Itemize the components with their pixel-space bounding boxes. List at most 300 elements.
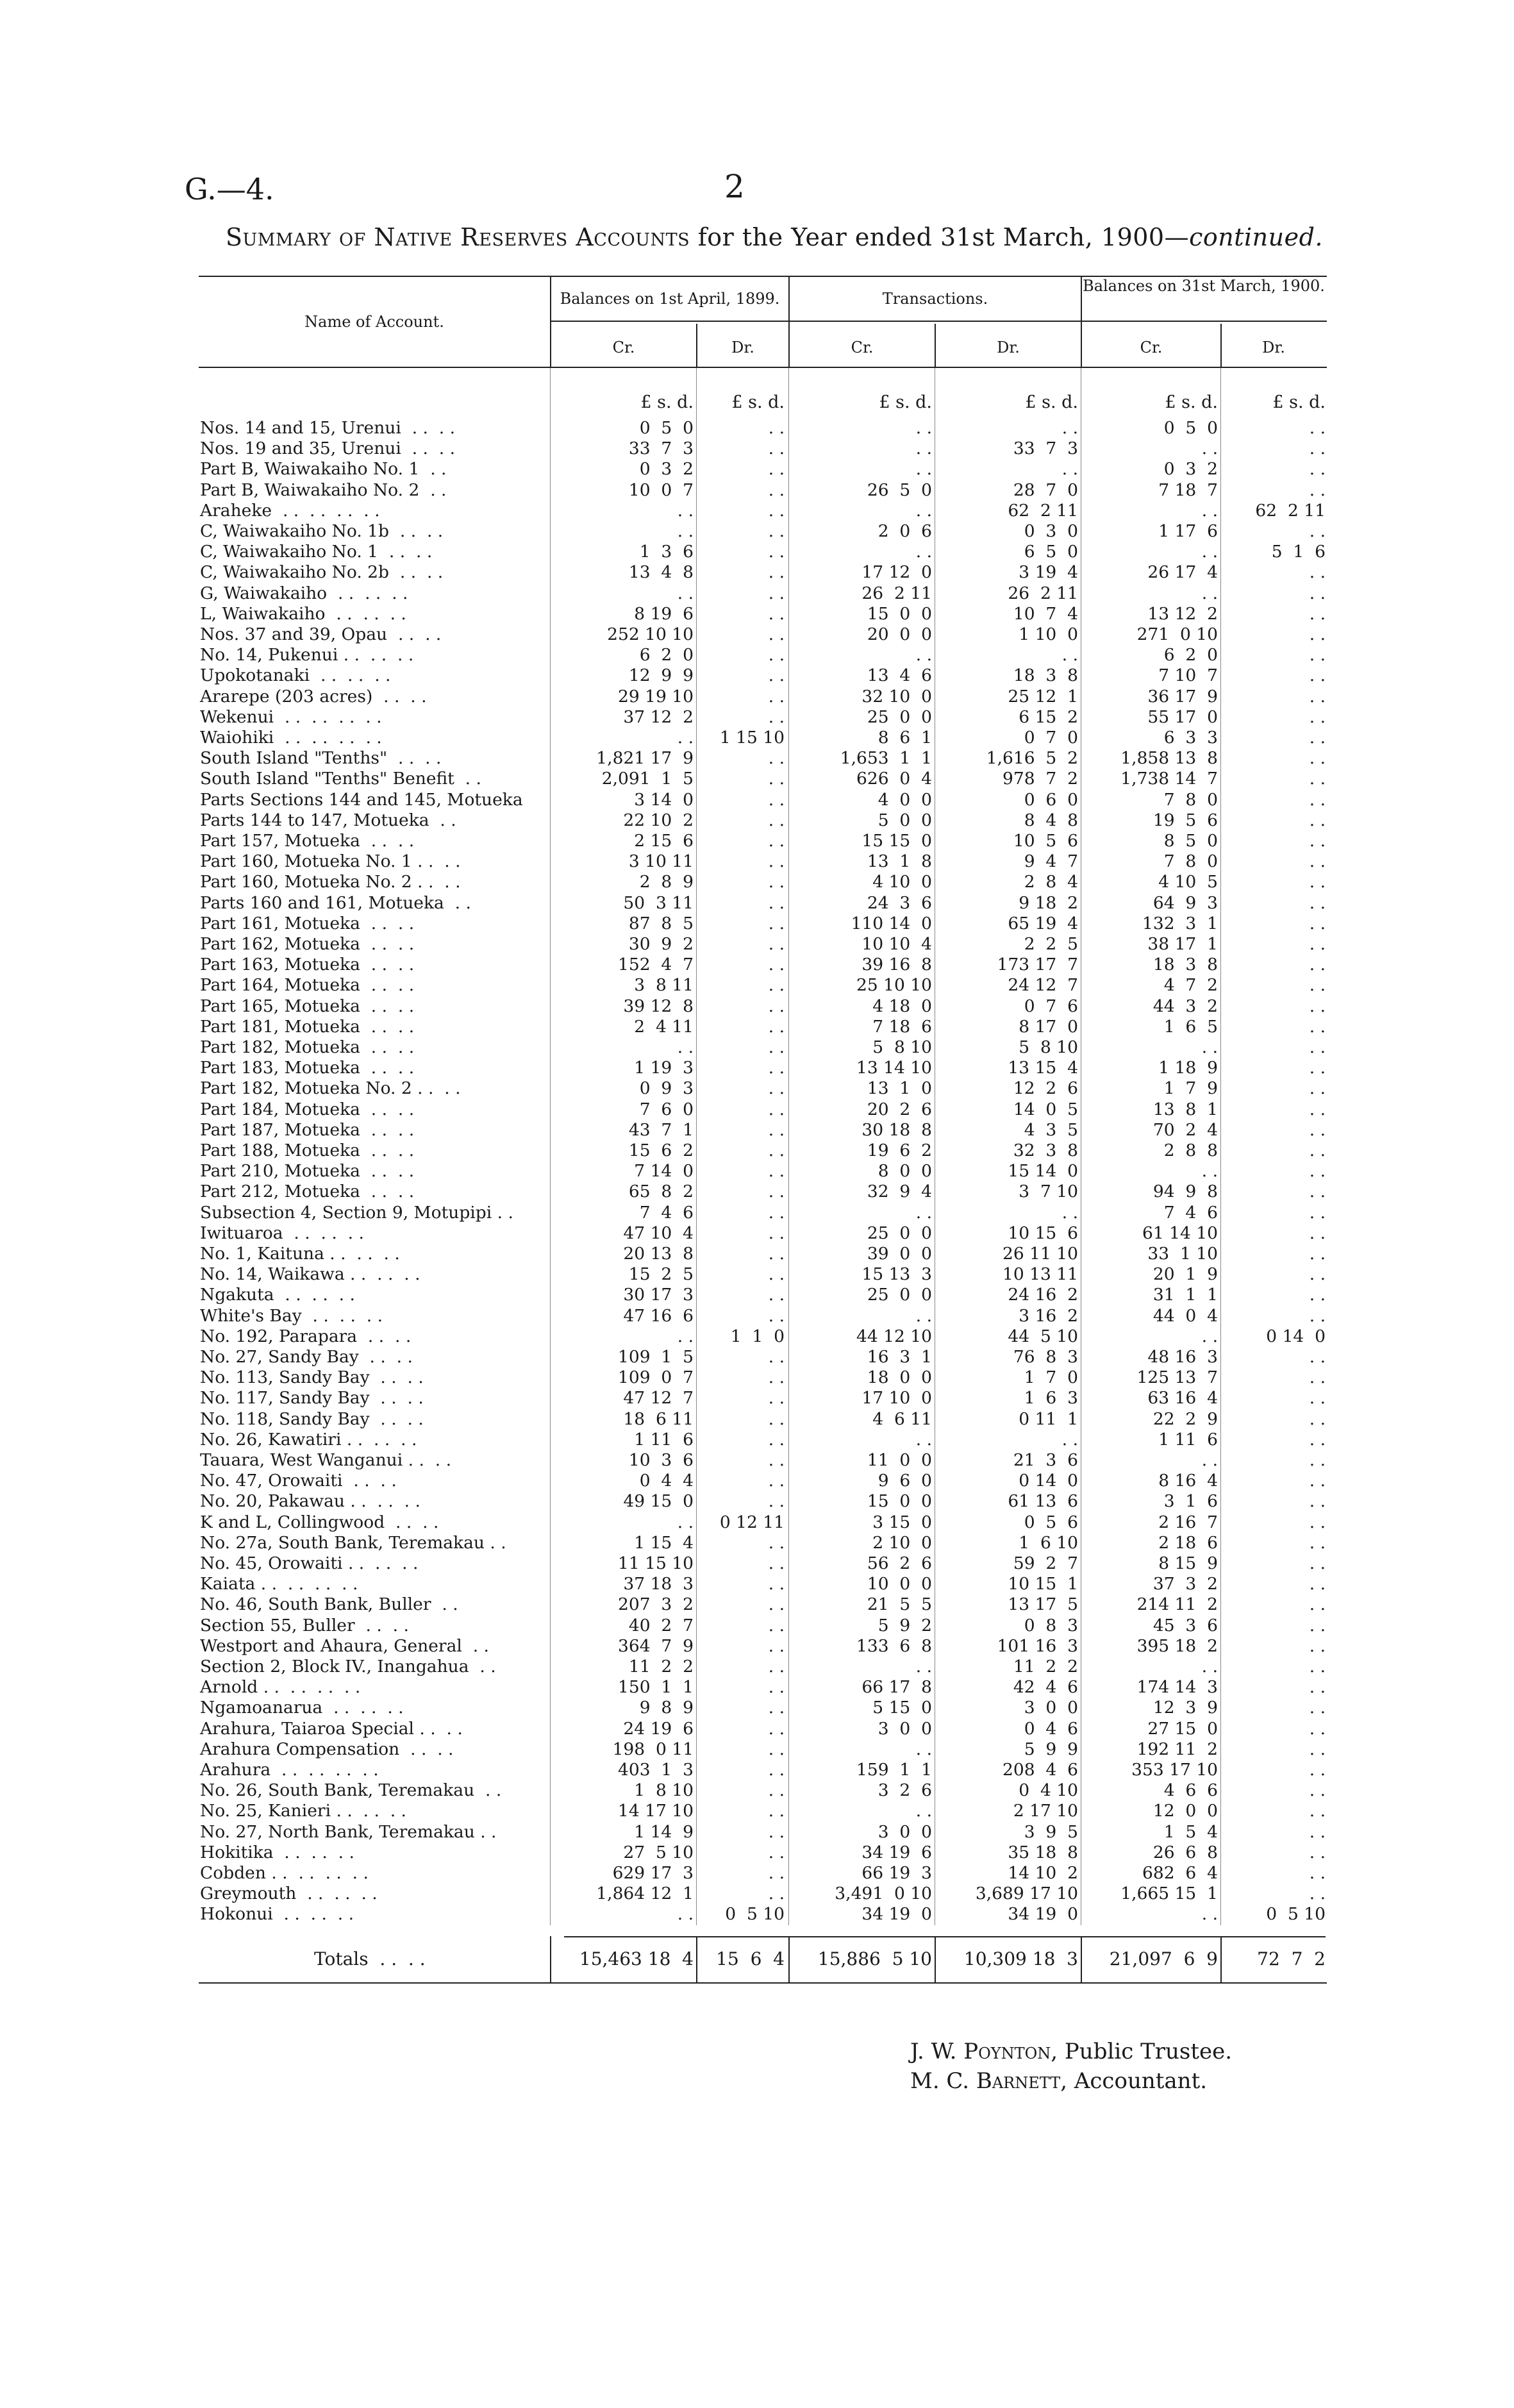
trans-cr: 15 13 3 — [861, 1264, 932, 1285]
bal1900-cr: . . — [1201, 500, 1218, 521]
bal1899-dr: . . — [768, 1347, 785, 1367]
account-name: Part 163, Motueka . . . . — [200, 955, 415, 975]
account-name: No. 14, Waikawa . . . . . . — [200, 1264, 420, 1285]
signature-public-trustee — [910, 2039, 1232, 2064]
account-name: South Island "Tenths" . . . . — [200, 748, 442, 769]
account-name: No. 27a, South Bank, Teremakau . . — [200, 1532, 506, 1553]
bal1900-cr: 7 18 7 — [1158, 480, 1218, 500]
bal1899-cr: 109 1 5 — [618, 1347, 694, 1367]
account-name: Arnold . . . . . . . . — [200, 1677, 361, 1698]
trans-dr: 26 2 11 — [1008, 583, 1078, 603]
bal1900-dr: . . — [1309, 439, 1326, 459]
trans-dr: 21 3 6 — [1013, 1450, 1078, 1470]
trans-cr: 3 2 6 — [878, 1780, 932, 1801]
bal1899-cr: 1 14 9 — [634, 1821, 694, 1842]
account-name: Ararepe (203 acres) . . . . — [200, 686, 427, 707]
unit-label-2: £ s. d. — [731, 392, 785, 412]
bal1899-cr: 2 8 9 — [639, 872, 694, 892]
bal1900-dr: . . — [1309, 624, 1326, 644]
bal1900-cr: 33 1 10 — [1147, 1244, 1218, 1264]
body-col-divider — [696, 368, 697, 1925]
bal1899-dr: . . — [768, 1037, 785, 1057]
bal1900-dr: . . — [1309, 1512, 1326, 1532]
trans-dr: 0 3 0 — [1024, 521, 1078, 541]
bal1899-cr: 18 6 11 — [623, 1409, 694, 1429]
signature-name-2: M. C. Barnett, — [910, 2068, 1068, 2094]
unit-label-1: £ s. d. — [640, 392, 694, 412]
bal1899-cr: 1,821 17 9 — [596, 748, 694, 769]
account-name: South Island "Tenths" Benefit . . — [200, 769, 481, 789]
bal1899-dr: . . — [768, 1491, 785, 1512]
totals-bal1899-dr: 15 6 4 — [716, 1948, 785, 1969]
bal1899-dr: . . — [768, 1821, 785, 1842]
account-name: Nos. 19 and 35, Urenui . . . . — [200, 439, 456, 459]
bal1900-dr: . . — [1309, 707, 1326, 727]
account-name: No. 27, North Bank, Teremakau . . — [200, 1821, 497, 1842]
account-name: Subsection 4, Section 9, Motupipi . . — [200, 1202, 513, 1223]
bal1900-cr: 38 17 1 — [1147, 934, 1218, 954]
bal1899-dr: . . — [768, 1842, 785, 1862]
bal1899-dr: . . — [768, 1161, 785, 1182]
bal1900-cr: 94 9 8 — [1152, 1182, 1218, 1202]
bal1900-cr: 44 3 2 — [1152, 996, 1218, 1016]
trans-dr: 35 18 8 — [1008, 1842, 1078, 1862]
trans-dr: 10 7 4 — [1013, 603, 1078, 624]
trans-dr: 0 8 3 — [1024, 1615, 1078, 1635]
account-name: Part 181, Motueka . . . . — [200, 1016, 415, 1037]
account-name: G, Waiwakaiho . . . . . . — [200, 583, 408, 603]
bal1900-cr: 6 2 0 — [1163, 645, 1218, 665]
bal1900-cr: . . — [1201, 1037, 1218, 1057]
bal1900-cr: 37 3 2 — [1152, 1574, 1218, 1594]
trans-dr: 0 11 1 — [1019, 1409, 1078, 1429]
bal1899-dr: 0 12 11 — [719, 1512, 785, 1532]
account-name: Kaiata . . . . . . . . — [200, 1574, 358, 1594]
account-name: Westport and Ahaura, General . . — [200, 1635, 489, 1656]
account-name: Waiohiki . . . . . . . . — [200, 728, 382, 748]
bal1899-cr: 6 2 0 — [639, 645, 694, 665]
trans-cr: 4 6 11 — [872, 1409, 932, 1429]
unit-label-3: £ s. d. — [879, 392, 932, 412]
header-balances-1900: Balances on 31st March, 1900. — [1083, 277, 1325, 295]
page-reference: G.—4. — [185, 172, 274, 206]
bal1900-dr: . . — [1309, 459, 1326, 480]
trans-cr: 19 6 2 — [867, 1141, 932, 1160]
trans-cr: 626 0 4 — [856, 769, 932, 789]
account-name: No. 14, Pukenui . . . . . . — [200, 645, 414, 665]
bal1899-cr: 15 6 2 — [628, 1141, 694, 1160]
bal1900-dr: . . — [1309, 789, 1326, 810]
bal1900-cr: 63 16 4 — [1147, 1388, 1218, 1409]
bal1899-cr: . . — [677, 728, 694, 748]
account-name: Part B, Waiwakaiho No. 2 . . — [200, 480, 447, 500]
bal1900-dr: . . — [1309, 562, 1326, 583]
account-name: K and L, Collingwood . . . . — [200, 1512, 439, 1532]
trans-cr: 25 0 0 — [867, 707, 932, 727]
totals-divider-5 — [1081, 1936, 1082, 1982]
bal1900-dr: . . — [1309, 686, 1326, 707]
bal1900-cr: . . — [1201, 439, 1218, 459]
bal1899-cr: 39 12 8 — [623, 996, 694, 1016]
unit-label-5: £ s. d. — [1165, 392, 1218, 412]
bal1900-cr: 1 17 6 — [1158, 521, 1218, 541]
title-mid: for the Year ended 31st March, 1900— — [690, 223, 1190, 251]
bal1900-cr: 2 8 8 — [1163, 1141, 1218, 1160]
trans-cr: 159 1 1 — [856, 1760, 932, 1780]
bal1899-dr: . . — [768, 686, 785, 707]
bal1900-cr: 7 4 6 — [1163, 1202, 1218, 1223]
trans-dr: 65 19 4 — [1008, 913, 1078, 933]
bal1899-dr: . . — [768, 996, 785, 1016]
bal1899-cr: 13 4 8 — [628, 562, 694, 583]
bal1899-dr: . . — [768, 1016, 785, 1037]
bal1900-dr: . . — [1309, 913, 1326, 933]
account-name: Wekenui . . . . . . . . — [200, 707, 382, 727]
account-name: Part 182, Motueka No. 2 . . . . — [200, 1078, 461, 1099]
trans-dr: 1 10 0 — [1019, 624, 1078, 644]
bal1900-cr: 214 11 2 — [1136, 1594, 1218, 1615]
bal1899-dr: . . — [768, 603, 785, 624]
account-name: Arahura Compensation . . . . — [200, 1739, 454, 1759]
bal1899-cr: 150 1 1 — [618, 1677, 694, 1698]
trans-cr: 20 0 0 — [867, 624, 932, 644]
trans-cr: 110 14 0 — [851, 913, 932, 933]
bal1899-cr: 11 15 10 — [617, 1553, 694, 1573]
trans-dr: 3 7 10 — [1019, 1182, 1078, 1202]
bal1899-dr: . . — [768, 1863, 785, 1883]
account-name: Part 157, Motueka . . . . — [200, 831, 415, 851]
trans-dr: 33 7 3 — [1013, 439, 1078, 459]
header-balances-1899: Balances on 1st April, 1899. — [560, 290, 780, 308]
trans-cr: 8 0 0 — [878, 1161, 932, 1182]
trans-cr: 9 6 0 — [878, 1471, 932, 1491]
trans-cr: 15 15 0 — [861, 831, 932, 851]
trans-cr: 24 3 6 — [867, 892, 932, 913]
account-name: Araheke . . . . . . . . — [200, 500, 380, 521]
header-transactions: Transactions. — [882, 290, 988, 308]
bal1900-cr: 1 5 4 — [1163, 1821, 1218, 1842]
bal1899-cr: 198 0 11 — [612, 1739, 694, 1759]
account-name: Parts 160 and 161, Motueka . . — [200, 892, 471, 913]
bal1900-cr: 45 3 6 — [1152, 1615, 1218, 1635]
bal1899-cr: 0 5 0 — [639, 418, 694, 438]
bal1899-dr: . . — [768, 1429, 785, 1450]
bal1900-dr: . . — [1309, 1202, 1326, 1223]
bal1899-dr: . . — [768, 1574, 785, 1594]
bal1900-dr: . . — [1309, 1429, 1326, 1450]
bal1899-cr: 24 19 6 — [623, 1718, 694, 1739]
bal1899-dr: . . — [768, 789, 785, 810]
bal1899-cr: . . — [677, 1037, 694, 1057]
bal1899-cr: 33 7 3 — [628, 439, 694, 459]
trans-dr: 10 5 6 — [1013, 831, 1078, 851]
account-name: Part 182, Motueka . . . . — [200, 1037, 415, 1057]
account-name: Cobden . . . . . . . . — [200, 1863, 369, 1883]
trans-dr: 14 10 2 — [1008, 1863, 1078, 1883]
trans-cr: 13 14 10 — [856, 1058, 932, 1078]
trans-cr: 66 19 3 — [861, 1863, 932, 1883]
bal1899-dr: . . — [768, 1739, 785, 1759]
trans-dr: 61 13 6 — [1008, 1491, 1078, 1512]
account-name: No. 26, South Bank, Teremakau . . — [200, 1780, 502, 1801]
account-name: Part 165, Motueka . . . . — [200, 996, 415, 1016]
account-name: Greymouth . . . . . . — [200, 1884, 378, 1904]
header-cr-1: Cr. — [612, 339, 635, 356]
trans-cr: 44 12 10 — [856, 1326, 932, 1346]
trans-cr: 25 0 0 — [867, 1285, 932, 1305]
trans-cr: . . — [915, 1739, 932, 1759]
trans-cr: 15 0 0 — [867, 1491, 932, 1512]
account-name: No. 113, Sandy Bay . . . . — [200, 1367, 424, 1388]
trans-dr: . . — [1061, 645, 1078, 665]
bal1899-cr: 30 9 2 — [628, 934, 694, 954]
account-name: No. 46, South Bank, Buller . . — [200, 1594, 458, 1615]
account-name: Upokotanaki . . . . . . — [200, 665, 391, 686]
bal1900-cr: 12 0 0 — [1152, 1801, 1218, 1821]
bal1900-dr: . . — [1309, 1244, 1326, 1264]
account-name: L, Waiwakaiho . . . . . . — [200, 603, 406, 624]
body-col-divider — [1220, 368, 1221, 1925]
bal1899-cr: 364 7 9 — [618, 1635, 694, 1656]
bal1899-dr: . . — [768, 1450, 785, 1470]
account-name: Ngamoanarua . . . . . . — [200, 1698, 404, 1718]
bal1899-dr: . . — [768, 521, 785, 541]
trans-cr: 5 9 2 — [878, 1615, 932, 1635]
bal1899-cr: 0 9 3 — [639, 1078, 694, 1099]
bal1900-dr: . . — [1309, 1471, 1326, 1491]
bal1899-cr: 207 3 2 — [618, 1594, 694, 1615]
trans-dr: 25 12 1 — [1008, 686, 1078, 707]
account-name: No. 47, Orowaiti . . . . — [200, 1471, 397, 1491]
bal1900-dr: . . — [1309, 480, 1326, 500]
trans-cr: . . — [915, 459, 932, 480]
bal1899-cr: 11 2 2 — [628, 1657, 694, 1676]
bal1899-dr: . . — [768, 975, 785, 996]
bal1900-cr: 4 10 5 — [1158, 872, 1218, 892]
trans-cr: 3 15 0 — [872, 1512, 932, 1532]
bal1899-dr: . . — [768, 1182, 785, 1202]
bal1900-dr: . . — [1309, 665, 1326, 686]
bal1899-dr: . . — [768, 707, 785, 727]
bal1899-cr: 40 2 7 — [628, 1615, 694, 1635]
trans-cr: 17 10 0 — [861, 1388, 932, 1409]
trans-dr: 10 15 1 — [1008, 1574, 1078, 1594]
trans-cr: 5 0 0 — [878, 810, 932, 830]
bal1899-dr: . . — [768, 1532, 785, 1553]
bal1899-cr: 0 4 4 — [639, 1471, 694, 1491]
bal1900-cr: 6 3 3 — [1163, 728, 1218, 748]
bal1900-dr: . . — [1309, 996, 1326, 1016]
header-cr-3: Cr. — [1140, 339, 1163, 356]
bal1899-cr: 403 1 3 — [618, 1760, 694, 1780]
header-dr-1: Dr. — [731, 339, 754, 356]
trans-dr: 101 16 3 — [997, 1635, 1078, 1656]
trans-cr: 39 16 8 — [861, 955, 932, 975]
bal1900-cr: 48 16 3 — [1147, 1347, 1218, 1367]
bal1899-cr: 47 16 6 — [623, 1305, 694, 1326]
bal1899-cr: 7 14 0 — [634, 1161, 694, 1182]
bal1899-cr: . . — [677, 1326, 694, 1346]
trans-cr: . . — [915, 1801, 932, 1821]
bal1899-cr: 27 5 10 — [623, 1842, 694, 1862]
bal1900-dr: 0 5 10 — [1266, 1904, 1326, 1925]
bal1899-dr: . . — [768, 1202, 785, 1223]
totals-trans-dr: 10,309 18 3 — [963, 1948, 1078, 1969]
totals-divider-1 — [550, 1936, 551, 1982]
trans-cr: 26 2 11 — [861, 583, 932, 603]
trans-dr: 12 2 6 — [1013, 1078, 1078, 1099]
bal1900-dr: . . — [1309, 1450, 1326, 1470]
bal1899-dr: . . — [768, 1801, 785, 1821]
account-name: No. 25, Kanieri . . . . . . — [200, 1801, 406, 1821]
trans-cr: 25 0 0 — [867, 1223, 932, 1243]
bal1899-dr: . . — [768, 1657, 785, 1676]
trans-dr: 2 2 5 — [1024, 934, 1078, 954]
bal1900-dr: . . — [1309, 645, 1326, 665]
bal1899-dr: . . — [768, 1884, 785, 1904]
bal1900-cr: 0 3 2 — [1163, 459, 1218, 480]
bal1900-cr: 13 8 1 — [1152, 1099, 1218, 1119]
bal1899-cr: 87 8 5 — [628, 913, 694, 933]
totals-divider-6 — [1220, 1936, 1222, 1982]
totals-trans-cr: 15,886 5 10 — [817, 1948, 932, 1969]
bal1899-dr: . . — [768, 1677, 785, 1698]
account-name: Parts 144 to 147, Motueka . . — [200, 810, 456, 830]
account-name: Part 188, Motueka . . . . — [200, 1141, 415, 1160]
trans-dr: 9 4 7 — [1024, 851, 1078, 872]
bal1899-dr: . . — [768, 1615, 785, 1635]
bal1900-cr: 18 3 8 — [1152, 955, 1218, 975]
bal1899-dr: . . — [768, 872, 785, 892]
trans-dr: 1 6 3 — [1024, 1388, 1078, 1409]
trans-cr: 25 10 10 — [856, 975, 932, 996]
bal1900-dr: . . — [1309, 1161, 1326, 1182]
trans-cr: 20 2 6 — [867, 1099, 932, 1119]
trans-dr: 2 8 4 — [1024, 872, 1078, 892]
header-name-of-account: Name of Account. — [304, 313, 444, 331]
bal1899-dr: . . — [768, 831, 785, 851]
bal1899-dr: . . — [768, 1264, 785, 1285]
account-name: Part 160, Motueka No. 2 . . . . — [200, 872, 461, 892]
bal1899-cr: 37 18 3 — [623, 1574, 694, 1594]
bal1900-cr: 64 9 3 — [1152, 892, 1218, 913]
account-name: Part 187, Motueka . . . . — [200, 1119, 415, 1140]
bal1899-dr: 1 15 10 — [719, 728, 785, 748]
unit-label-6: £ s. d. — [1272, 392, 1326, 412]
bal1900-cr: . . — [1201, 1904, 1218, 1925]
trans-dr: 6 15 2 — [1019, 707, 1078, 727]
trans-dr: 3 19 4 — [1019, 562, 1078, 583]
bal1900-dr: . . — [1309, 1801, 1326, 1821]
trans-dr: 3 16 2 — [1019, 1305, 1078, 1326]
bal1899-cr: 1,864 12 1 — [596, 1884, 694, 1904]
bal1899-cr: 10 3 6 — [628, 1450, 694, 1470]
trans-dr: 13 17 5 — [1008, 1594, 1078, 1615]
account-name: Nos. 37 and 39, Opau . . . . — [200, 624, 442, 644]
trans-dr: 26 11 10 — [1002, 1244, 1078, 1264]
account-name: No. 118, Sandy Bay . . . . — [200, 1409, 424, 1429]
totals-divider-2 — [696, 1936, 697, 1982]
bal1900-cr: 0 5 0 — [1163, 418, 1218, 438]
bal1899-dr: . . — [768, 1718, 785, 1739]
bal1899-dr: . . — [768, 1285, 785, 1305]
bal1900-dr: . . — [1309, 1532, 1326, 1553]
bal1900-cr: 8 15 9 — [1158, 1553, 1218, 1573]
bal1900-cr: 4 7 2 — [1163, 975, 1218, 996]
account-name: Iwituaroa . . . . . . — [200, 1223, 364, 1243]
bal1899-cr: 1 11 6 — [634, 1429, 694, 1450]
bal1899-cr: 22 10 2 — [623, 810, 694, 830]
bal1899-cr: 15 2 5 — [628, 1264, 694, 1285]
bal1900-dr: . . — [1309, 955, 1326, 975]
bal1900-dr: . . — [1309, 1141, 1326, 1160]
bal1900-dr: . . — [1309, 1718, 1326, 1739]
bal1900-dr: . . — [1309, 1698, 1326, 1718]
trans-dr: . . — [1061, 1429, 1078, 1450]
trans-cr: 13 1 0 — [867, 1078, 932, 1099]
bal1900-dr: . . — [1309, 1037, 1326, 1057]
bal1900-cr: 19 5 6 — [1152, 810, 1218, 830]
bal1899-cr: 12 9 9 — [628, 665, 694, 686]
trans-dr: 0 4 10 — [1019, 1780, 1078, 1801]
bal1900-dr: . . — [1309, 1119, 1326, 1140]
bal1900-cr: 174 14 3 — [1136, 1677, 1218, 1698]
bal1900-cr: 27 15 0 — [1147, 1718, 1218, 1739]
trans-dr: 0 7 0 — [1024, 728, 1078, 748]
bal1900-dr: . . — [1309, 1553, 1326, 1573]
bal1899-cr: 49 15 0 — [623, 1491, 694, 1512]
bal1900-cr: 1 11 6 — [1158, 1429, 1218, 1450]
account-name: Part B, Waiwakaiho No. 1 . . — [200, 459, 447, 480]
bal1899-cr: 252 10 10 — [607, 624, 694, 644]
bal1899-cr: 20 13 8 — [623, 1244, 694, 1264]
totals-bal1899-cr: 15,463 18 4 — [579, 1948, 694, 1969]
account-name: Section 2, Block IV., Inangahua . . — [200, 1657, 496, 1676]
trans-cr: . . — [915, 1202, 932, 1223]
totals-label: Totals . . . . — [314, 1948, 426, 1969]
trans-cr: 56 2 6 — [867, 1553, 932, 1573]
trans-dr: 3,689 17 10 — [975, 1884, 1078, 1904]
bal1899-dr: . . — [768, 459, 785, 480]
trans-dr: 978 7 2 — [1002, 769, 1078, 789]
bal1899-dr: . . — [768, 1409, 785, 1429]
bal1899-cr: 65 8 2 — [628, 1182, 694, 1202]
bal1899-cr: 10 0 7 — [628, 480, 694, 500]
account-name: C, Waiwakaiho No. 1b . . . . — [200, 521, 444, 541]
bal1900-dr: . . — [1309, 975, 1326, 996]
bal1900-dr: . . — [1309, 934, 1326, 954]
bal1900-dr: . . — [1309, 1491, 1326, 1512]
account-name: Arahura . . . . . . . . — [200, 1760, 379, 1780]
bal1900-cr: 8 16 4 — [1158, 1471, 1218, 1491]
bal1899-cr: 109 0 7 — [618, 1367, 694, 1388]
signature-role-2: Accountant. — [1067, 2068, 1208, 2094]
bal1899-dr: . . — [768, 624, 785, 644]
trans-dr: 1,616 5 2 — [986, 748, 1078, 769]
trans-cr: 7 18 6 — [872, 1016, 932, 1037]
trans-dr: 24 12 7 — [1008, 975, 1078, 996]
bal1900-dr: . . — [1309, 1285, 1326, 1305]
trans-cr: . . — [915, 439, 932, 459]
bal1899-dr: . . — [768, 892, 785, 913]
bal1899-dr: . . — [768, 1698, 785, 1718]
bal1900-cr: 26 17 4 — [1147, 562, 1218, 583]
bal1900-cr: 31 1 1 — [1152, 1285, 1218, 1305]
bal1900-cr: 2 16 7 — [1158, 1512, 1218, 1532]
trans-cr: 8 6 1 — [878, 728, 932, 748]
bal1900-cr: 192 11 2 — [1136, 1739, 1218, 1759]
trans-dr: . . — [1061, 459, 1078, 480]
